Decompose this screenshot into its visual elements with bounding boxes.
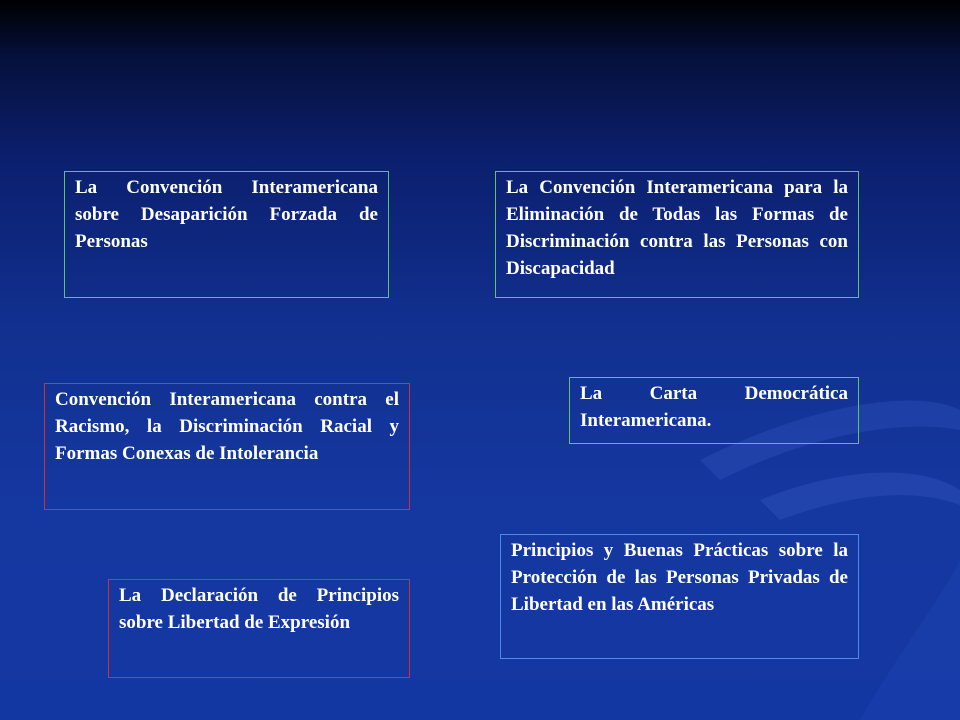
text-box-libertad-expresion: La Declaración de Principios sobre Libertad de Expresión <box>108 579 410 678</box>
text-box-discapacidad: La Convención Interamericana para la Eliminación de Todas las Formas de Discriminación contra las Personas con Discapacidad <box>495 171 859 298</box>
text-box-racismo: Convención Interamericana contra el Racismo, la Discriminación Racial y Formas Conexas de Intolerancia <box>44 383 410 510</box>
text-box-desaparicion-forzada: La Convención Interamericana sobre Desaparición Forzada de Personas <box>64 171 389 298</box>
text-box-personas-privadas-libertad: Principios y Buenas Prácticas sobre la Protección de las Personas Privadas de Libertad en las Américas <box>500 534 859 659</box>
text-box-carta-democratica: La Carta Democrática Interamericana. <box>569 377 859 444</box>
